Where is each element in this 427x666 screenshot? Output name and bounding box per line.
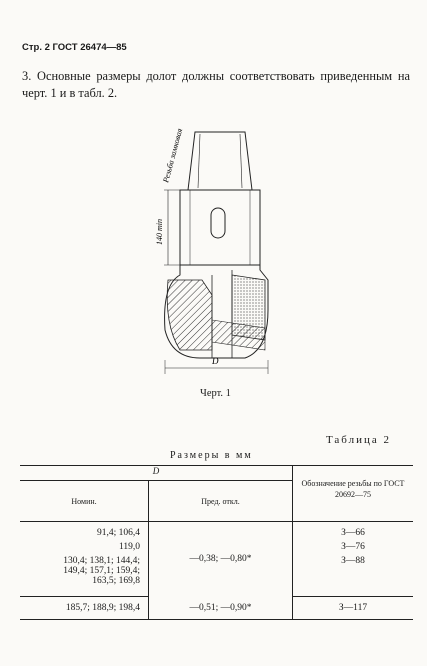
drawing-figure — [150, 110, 290, 410]
figure-caption: Черт. 1 — [200, 388, 231, 399]
thread-label: Резьба замковая — [161, 127, 185, 184]
table-label: Таблица 2 — [325, 434, 391, 446]
table-row — [20, 522, 413, 543]
nominal-line: 163,5; 169,8 — [92, 576, 140, 586]
dimensions-table — [20, 465, 413, 620]
drill-bit-drawing — [150, 110, 290, 410]
tolerance-cell: —0,38; —0,80* — [149, 522, 293, 597]
table-title: Размеры в мм — [170, 450, 253, 461]
thread-cell: З—117 — [293, 597, 414, 620]
diameter-label: D — [212, 356, 219, 366]
header-nominal: Номин. — [20, 481, 149, 522]
nominal-cell — [20, 556, 149, 597]
header-d: D — [20, 466, 293, 481]
header-tolerance: Пред. откл. — [149, 481, 293, 522]
paragraph-text: 3. Основные размеры долот должны соответствовать приведенным на черт. 1 и в табл. 2. — [22, 69, 410, 100]
thread-cell: З—66 — [341, 528, 365, 538]
tolerance-cell: —0,51; —0,90* — [149, 597, 293, 620]
thread-cell: З—76 — [341, 542, 365, 552]
thread-cell: З—88 — [293, 556, 414, 597]
page-header: Стр. 2 ГОСТ 26474—85 — [22, 42, 127, 53]
nominal-cell: 91,4; 106,4 — [20, 522, 149, 543]
table-row — [20, 597, 413, 620]
nominal-cell: 185,7; 188,9; 198,4 — [20, 597, 149, 620]
nominal-line: 130,4; 138,1; 144,4; — [63, 556, 140, 566]
paragraph — [22, 68, 410, 102]
length-label: 140 min — [155, 219, 164, 245]
nominal-cell: 119,0 — [20, 542, 149, 556]
nominal-line: 149,4; 157,1; 159,4; — [63, 566, 140, 576]
header-thread: Обозначение резьбы по ГОСТ 20692—75 — [293, 466, 414, 522]
